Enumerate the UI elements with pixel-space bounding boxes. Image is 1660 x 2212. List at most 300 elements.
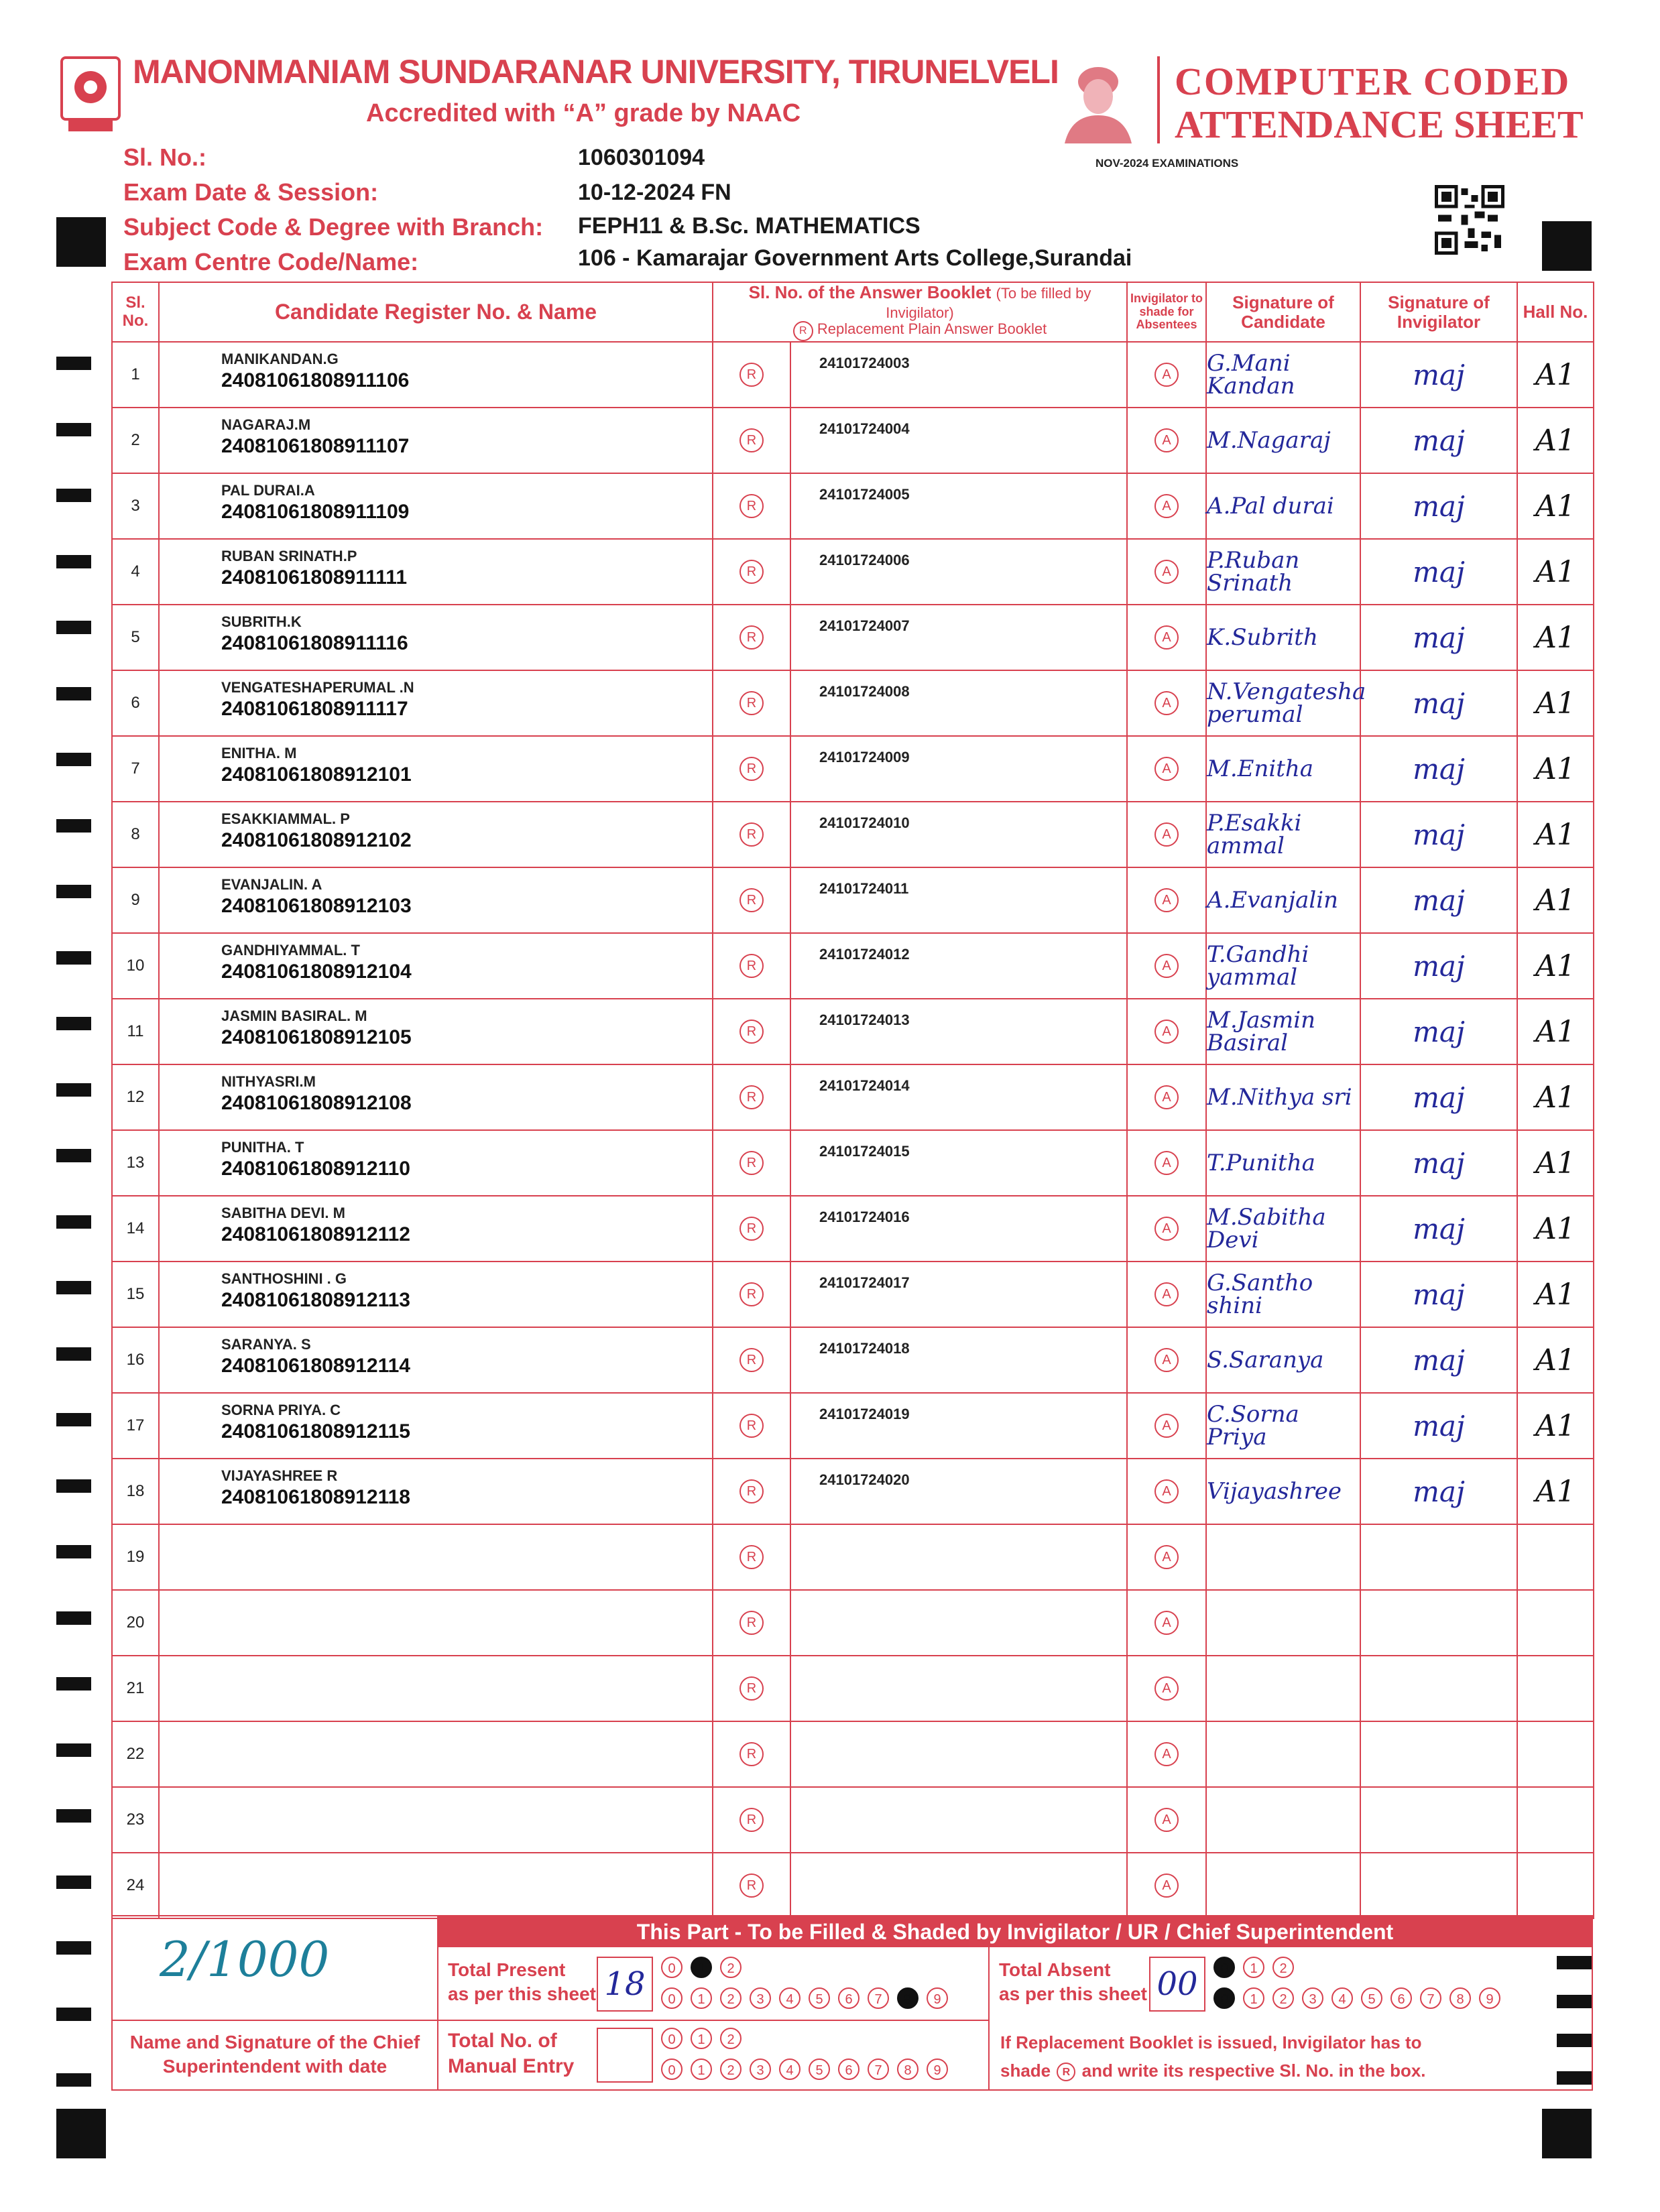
booklet-cell[interactable] (790, 999, 1127, 1064)
timing-mark (56, 1281, 91, 1294)
booklet-cell[interactable] (790, 670, 1127, 736)
register-number: 24081061808912115 (221, 1420, 410, 1443)
register-number: 24081061808912104 (221, 961, 412, 983)
absentee-bubble[interactable]: A (1154, 625, 1179, 650)
chief-signature: 2/1000 (160, 1931, 330, 1987)
row-serial: 13 (112, 1130, 159, 1196)
register-number: 24081061808912101 (221, 763, 412, 786)
absent-label-2: as per this sheet (999, 1983, 1147, 2004)
candidate-signature[interactable]: S.Saranya (1206, 1327, 1360, 1393)
table-row (112, 605, 1594, 670)
hall-number[interactable]: A1 (1517, 408, 1594, 473)
candidate-signature[interactable]: G.Mani Kandan (1206, 342, 1360, 408)
invigilator-signature[interactable] (1360, 1656, 1517, 1721)
booklet-cell[interactable] (790, 1393, 1127, 1459)
replacement-cell (713, 1196, 790, 1262)
invigilator-signature[interactable]: maj (1360, 1130, 1517, 1196)
booklet-number: 24101724015 (819, 1143, 910, 1160)
replacement-bubble[interactable]: R (739, 1085, 764, 1109)
absentee-bubble[interactable]: A (1154, 1085, 1179, 1109)
present-tens-bubble[interactable]: 0 (661, 1957, 683, 1978)
absentee-bubble[interactable]: A (1154, 1020, 1179, 1044)
booklet-cell[interactable] (790, 1656, 1127, 1721)
table-row (112, 867, 1594, 933)
absentee-cell (1127, 1196, 1206, 1262)
register-number: 24081061808912108 (221, 1092, 412, 1115)
title-divider (1157, 56, 1160, 143)
candidate-signature[interactable]: T.Punitha (1206, 1130, 1360, 1196)
table-row (112, 1196, 1594, 1262)
row-serial: 18 (112, 1459, 159, 1524)
booklet-cell[interactable] (790, 342, 1127, 408)
hall-number[interactable]: A1 (1517, 605, 1594, 670)
absent-units-bubble[interactable]: 2 (1272, 1987, 1294, 2009)
timing-mark (56, 1876, 91, 1889)
absentee-bubble[interactable]: A (1154, 1873, 1179, 1898)
replacement-cell (713, 736, 790, 802)
replacement-note-symbol: R (1057, 2063, 1075, 2081)
row-serial: 2 (112, 408, 159, 473)
register-number: 24081061808912114 (221, 1355, 410, 1377)
timing-mark (56, 2008, 91, 2021)
replacement-bubble[interactable]: R (739, 691, 764, 715)
replacement-bubble[interactable]: R (739, 1414, 764, 1438)
replacement-bubble[interactable]: R (739, 625, 764, 650)
booklet-number: 24101724020 (819, 1471, 910, 1489)
booklet-cell[interactable] (790, 1196, 1127, 1262)
absent-units-bubble[interactable]: 7 (1420, 1987, 1441, 2009)
manual-units-bubble[interactable]: 1 (691, 2059, 712, 2080)
absentee-bubble[interactable]: A (1154, 1217, 1179, 1241)
absentee-cell (1127, 1393, 1206, 1459)
timing-mark (56, 2073, 91, 2087)
table-row (112, 342, 1594, 408)
candidate-cell (159, 1656, 713, 1721)
absent-units-bubble[interactable]: 1 (1243, 1987, 1264, 2009)
replacement-bubble[interactable]: R (739, 494, 764, 518)
absent-units-bubble[interactable]: 0 (1213, 1987, 1235, 2009)
invigilator-signature[interactable]: maj (1360, 933, 1517, 999)
candidate-name: SANTHOSHINI . G (221, 1270, 347, 1288)
present-units-bubble[interactable]: 1 (691, 1987, 712, 2009)
invigilator-signature[interactable]: maj (1360, 999, 1517, 1064)
manual-tens-bubble[interactable]: 2 (720, 2028, 742, 2049)
booklet-cell[interactable] (790, 736, 1127, 802)
booklet-number: 24101724013 (819, 1011, 910, 1029)
invigilator-signature[interactable] (1360, 1721, 1517, 1787)
absentee-bubble[interactable]: A (1154, 494, 1179, 518)
register-number: 24081061808912102 (221, 829, 412, 852)
replacement-bubble[interactable]: R (739, 1217, 764, 1241)
booklet-number: 24101724016 (819, 1209, 910, 1226)
replacement-cell (713, 408, 790, 473)
candidate-signature[interactable]: M.Sabitha Devi (1206, 1196, 1360, 1262)
invigilator-signature[interactable]: maj (1360, 1262, 1517, 1327)
hall-number[interactable]: A1 (1517, 1064, 1594, 1130)
candidate-signature[interactable]: P.Esakki ammal (1206, 802, 1360, 867)
hall-number[interactable]: A1 (1517, 1459, 1594, 1524)
col-sig-invigilator: Signature of Invigilator (1360, 282, 1517, 342)
hall-number[interactable]: A1 (1517, 539, 1594, 605)
absentee-bubble[interactable]: A (1154, 1742, 1179, 1766)
manual-units-bubble[interactable]: 3 (750, 2059, 771, 2080)
register-number: 24081061808912113 (221, 1289, 410, 1312)
candidate-signature[interactable]: M.Nithya sri (1206, 1064, 1360, 1130)
hall-number[interactable]: A1 (1517, 1393, 1594, 1459)
hall-number[interactable]: A1 (1517, 933, 1594, 999)
candidate-signature[interactable]: M.Enitha (1206, 736, 1360, 802)
booklet-number: 24101724008 (819, 683, 910, 700)
manual-units-bubble[interactable]: 8 (897, 2059, 918, 2080)
absentee-cell (1127, 867, 1206, 933)
manual-units-bubble[interactable]: 5 (809, 2059, 830, 2080)
absentee-bubble[interactable]: A (1154, 1611, 1179, 1635)
manual-tens-bubble[interactable]: 0 (661, 2028, 683, 2049)
row-serial: 14 (112, 1196, 159, 1262)
hall-number[interactable]: A1 (1517, 736, 1594, 802)
invigilator-signature[interactable]: maj (1360, 539, 1517, 605)
hall-number[interactable]: A1 (1517, 999, 1594, 1064)
invigilator-signature[interactable] (1360, 1853, 1517, 1918)
row-serial: 9 (112, 867, 159, 933)
candidate-signature[interactable]: C.Sorna Priya (1206, 1393, 1360, 1459)
present-units-bubble[interactable]: 3 (750, 1987, 771, 2009)
candidate-cell (159, 1459, 713, 1524)
booklet-cell[interactable] (790, 1590, 1127, 1656)
replacement-bubble[interactable]: R (739, 1151, 764, 1175)
replacement-cell (713, 933, 790, 999)
timing-mark (56, 1149, 91, 1162)
absentee-cell (1127, 1064, 1206, 1130)
timing-mark (56, 951, 91, 965)
booklet-number: 24101724007 (819, 617, 910, 635)
invigilator-signature[interactable]: maj (1360, 1064, 1517, 1130)
present-units-bubble[interactable]: 6 (838, 1987, 859, 2009)
table-row (112, 1787, 1594, 1853)
exam-date-value: 10-12-2024 FN (578, 180, 731, 205)
invigilator-signature[interactable]: maj (1360, 1393, 1517, 1459)
booklet-number: 24101724018 (819, 1340, 910, 1357)
register-number: 24081061808912112 (221, 1223, 410, 1246)
candidate-signature[interactable]: G.Santho shini (1206, 1262, 1360, 1327)
hall-number[interactable]: A1 (1517, 802, 1594, 867)
absentee-bubble[interactable]: A (1154, 888, 1179, 912)
absentee-cell (1127, 999, 1206, 1064)
invigilator-signature[interactable]: maj (1360, 473, 1517, 539)
absentee-cell (1127, 408, 1206, 473)
col-booklet-title: Sl. No. of the Answer Booklet (748, 282, 992, 302)
candidate-signature[interactable]: N.Vengatesha perumal (1206, 670, 1360, 736)
candidate-cell (159, 999, 713, 1064)
sheet-title-line2: ATTENDANCE SHEET (1175, 103, 1584, 146)
booklet-cell[interactable] (790, 1787, 1127, 1853)
invigilator-signature[interactable]: maj (1360, 408, 1517, 473)
table-row (112, 933, 1594, 999)
col-sig-candidate: Signature of Candidate (1206, 282, 1360, 342)
hall-number[interactable]: A1 (1517, 670, 1594, 736)
hall-number[interactable] (1517, 1853, 1594, 1918)
present-units-bubble[interactable]: 4 (779, 1987, 801, 2009)
manual-units-bubble[interactable]: 4 (779, 2059, 801, 2080)
invigilator-signature[interactable] (1360, 1524, 1517, 1590)
corner-mark (56, 2109, 106, 2158)
replacement-bubble[interactable]: R (739, 888, 764, 912)
booklet-cell[interactable] (790, 1262, 1127, 1327)
booklet-cell[interactable] (790, 867, 1127, 933)
invigilator-signature[interactable]: maj (1360, 802, 1517, 867)
replacement-bubble[interactable]: R (739, 363, 764, 387)
absentee-cell (1127, 1262, 1206, 1327)
timing-mark (56, 357, 91, 370)
absent-units-bubble[interactable]: 3 (1302, 1987, 1323, 2009)
absent-units-bubble[interactable]: 4 (1331, 1987, 1353, 2009)
replacement-cell (713, 473, 790, 539)
absentee-bubble[interactable]: A (1154, 363, 1179, 387)
invigilator-signature[interactable]: maj (1360, 1327, 1517, 1393)
booklet-cell[interactable] (790, 1459, 1127, 1524)
candidate-signature[interactable]: P.Ruban Srinath (1206, 539, 1360, 605)
absentee-bubble[interactable]: A (1154, 560, 1179, 584)
absentee-cell (1127, 1459, 1206, 1524)
timing-mark (56, 1743, 91, 1757)
absentee-bubble[interactable]: A (1154, 757, 1179, 781)
booklet-cell[interactable] (790, 1853, 1127, 1918)
manual-units-bubble[interactable]: 6 (838, 2059, 859, 2080)
candidate-signature[interactable]: A.Evanjalin (1206, 867, 1360, 933)
hall-number[interactable] (1517, 1524, 1594, 1590)
replacement-cell (713, 1130, 790, 1196)
candidate-name: VENGATESHAPERUMAL .N (221, 679, 414, 696)
candidate-signature[interactable]: Vijayashree (1206, 1459, 1360, 1524)
replacement-bubble[interactable]: R (739, 1282, 764, 1306)
replacement-bubble[interactable]: R (739, 1348, 764, 1372)
absentee-cell (1127, 736, 1206, 802)
table-row (112, 802, 1594, 867)
present-units-bubble[interactable]: 0 (661, 1987, 683, 2009)
replacement-bubble[interactable]: R (739, 1611, 764, 1635)
absentee-bubble[interactable]: A (1154, 1808, 1179, 1832)
booklet-cell[interactable] (790, 1064, 1127, 1130)
present-units-bubble[interactable]: 7 (868, 1987, 889, 2009)
table-row (112, 1393, 1594, 1459)
absentee-bubble[interactable]: A (1154, 1479, 1179, 1503)
replacement-bubble[interactable]: R (739, 1020, 764, 1044)
candidate-signature[interactable] (1206, 1853, 1360, 1918)
hall-number[interactable] (1517, 1656, 1594, 1721)
present-label-2: as per this sheet (448, 1983, 596, 2004)
absent-units-bubble[interactable]: 5 (1361, 1987, 1382, 2009)
invigilator-signature[interactable]: maj (1360, 867, 1517, 933)
booklet-cell[interactable] (790, 605, 1127, 670)
invigilator-signature[interactable]: maj (1360, 670, 1517, 736)
replacement-bubble[interactable]: R (739, 1676, 764, 1701)
col-booklet-sub: Replacement Plain Answer Booklet (817, 320, 1047, 338)
booklet-cell[interactable] (790, 933, 1127, 999)
manual-units-bubble[interactable]: 7 (868, 2059, 889, 2080)
replacement-cell (713, 1853, 790, 1918)
absentee-bubble[interactable]: A (1154, 1545, 1179, 1569)
corner-mark (1542, 221, 1592, 271)
replacement-bubble[interactable]: R (739, 954, 764, 978)
candidate-cell (159, 1721, 713, 1787)
hall-number[interactable]: A1 (1517, 1130, 1594, 1196)
absentee-cell (1127, 1524, 1206, 1590)
row-serial: 4 (112, 539, 159, 605)
absent-tens-bubble[interactable]: 2 (1272, 1957, 1294, 1978)
absentee-bubble[interactable]: A (1154, 1348, 1179, 1372)
candidate-cell (159, 1262, 713, 1327)
candidate-signature[interactable]: M.Nagaraj (1206, 408, 1360, 473)
present-tens-bubble[interactable]: 1 (691, 1957, 712, 1978)
hall-number[interactable] (1517, 1721, 1594, 1787)
absentee-bubble[interactable]: A (1154, 1676, 1179, 1701)
replacement-cell (713, 539, 790, 605)
manual-tens-bubble[interactable]: 1 (691, 2028, 712, 2049)
sheet-title-line1: COMPUTER CODED (1175, 60, 1571, 103)
candidate-cell (159, 408, 713, 473)
manual-label-2: Manual Entry (448, 2055, 575, 2077)
register-number: 24081061808912118 (221, 1486, 410, 1509)
hall-number[interactable]: A1 (1517, 1262, 1594, 1327)
row-serial: 24 (112, 1853, 159, 1918)
absentee-cell (1127, 473, 1206, 539)
manual-total-box[interactable] (597, 2028, 653, 2083)
hall-number[interactable]: A1 (1517, 1196, 1594, 1262)
manual-units-bubble[interactable]: 2 (720, 2059, 742, 2080)
invigilator-signature[interactable]: maj (1360, 342, 1517, 408)
replacement-bubble[interactable]: R (739, 822, 764, 847)
chief-label: Name and Signature of the Chief Superintendent with date (129, 2032, 420, 2077)
present-tens-bubbles (661, 1957, 750, 1978)
booklet-cell[interactable] (790, 1130, 1127, 1196)
replacement-cell (713, 1721, 790, 1787)
booklet-cell[interactable] (790, 1524, 1127, 1590)
candidate-signature[interactable] (1206, 1721, 1360, 1787)
absentee-bubble[interactable]: A (1154, 822, 1179, 847)
present-units-bubble[interactable]: 2 (720, 1987, 742, 2009)
absent-total-box[interactable]: 00 (1149, 1957, 1205, 2012)
absent-units-bubble[interactable]: 6 (1390, 1987, 1412, 2009)
present-units-bubble[interactable]: 8 (897, 1987, 918, 2009)
col-sl: Sl. No. (112, 282, 159, 342)
candidate-name: ENITHA. M (221, 745, 297, 762)
timing-mark (56, 687, 91, 700)
booklet-cell[interactable] (790, 473, 1127, 539)
invigilator-signature[interactable] (1360, 1787, 1517, 1853)
candidate-signature[interactable]: M.Jasmin Basiral (1206, 999, 1360, 1064)
absentee-bubble[interactable]: A (1154, 428, 1179, 452)
portrait-icon (1058, 56, 1138, 143)
register-number: 24081061808911106 (221, 369, 410, 392)
absentee-bubble[interactable]: A (1154, 954, 1179, 978)
replacement-bubble[interactable]: R (739, 1808, 764, 1832)
hall-number[interactable] (1517, 1787, 1594, 1853)
absent-units-bubble[interactable]: 8 (1449, 1987, 1471, 2009)
absentee-cell (1127, 605, 1206, 670)
timing-mark (56, 621, 91, 634)
replacement-bubble[interactable]: R (739, 428, 764, 452)
replacement-bubble[interactable]: R (739, 560, 764, 584)
absent-tens-bubble[interactable]: 1 (1243, 1957, 1264, 1978)
hall-number[interactable]: A1 (1517, 1327, 1594, 1393)
present-units-bubble[interactable]: 9 (927, 1987, 948, 2009)
present-total-box[interactable]: 18 (597, 1957, 653, 2012)
invigilator-signature[interactable] (1360, 1590, 1517, 1656)
hall-number[interactable]: A1 (1517, 342, 1594, 408)
table-row (112, 1524, 1594, 1590)
booklet-number: 24101724011 (819, 880, 909, 898)
timing-mark (56, 1809, 91, 1823)
candidate-signature[interactable] (1206, 1787, 1360, 1853)
row-serial: 20 (112, 1590, 159, 1656)
candidate-signature[interactable] (1206, 1656, 1360, 1721)
absent-units-bubble[interactable]: 9 (1479, 1987, 1500, 2009)
absentee-bubble[interactable]: A (1154, 691, 1179, 715)
absentee-cell (1127, 670, 1206, 736)
invigilator-signature[interactable]: maj (1360, 1196, 1517, 1262)
candidate-name: RUBAN SRINATH.P (221, 548, 357, 565)
register-number: 24081061808911107 (221, 435, 410, 458)
timing-mark (56, 753, 91, 766)
absentee-bubble[interactable]: A (1154, 1151, 1179, 1175)
absentee-cell (1127, 539, 1206, 605)
manual-units-bubble[interactable]: 0 (661, 2059, 683, 2080)
table-row (112, 1656, 1594, 1721)
absentee-bubble[interactable]: A (1154, 1282, 1179, 1306)
absentee-bubble[interactable]: A (1154, 1414, 1179, 1438)
hall-number[interactable]: A1 (1517, 867, 1594, 933)
replacement-bubble[interactable]: R (739, 1873, 764, 1898)
replacement-bubble[interactable]: R (739, 1479, 764, 1503)
university-name: MANONMANIAM SUNDARANAR UNIVERSITY, TIRUNELVELI (133, 53, 1059, 90)
invigilator-signature[interactable]: maj (1360, 736, 1517, 802)
candidate-signature[interactable]: A.Pal durai (1206, 473, 1360, 539)
absent-tens-bubble[interactable]: 0 (1213, 1957, 1235, 1978)
replacement-cell (713, 1787, 790, 1853)
invigilator-signature[interactable]: maj (1360, 605, 1517, 670)
invigilator-signature[interactable]: maj (1360, 1459, 1517, 1524)
present-tens-bubble[interactable]: 2 (720, 1957, 742, 1978)
absentee-cell (1127, 342, 1206, 408)
booklet-cell[interactable] (790, 1327, 1127, 1393)
replacement-bubble[interactable]: R (739, 757, 764, 781)
candidate-signature[interactable]: T.Gandhi yammal (1206, 933, 1360, 999)
candidate-name: JASMIN BASIRAL. M (221, 1007, 367, 1025)
booklet-cell[interactable] (790, 408, 1127, 473)
replacement-bubble[interactable]: R (739, 1742, 764, 1766)
manual-units-bubbles (661, 2059, 956, 2080)
timing-mark (56, 1677, 91, 1691)
booklet-cell[interactable] (790, 1721, 1127, 1787)
absentee-cell (1127, 802, 1206, 867)
booklet-cell[interactable] (790, 802, 1127, 867)
exam-session: NOV-2024 EXAMINATIONS (1095, 157, 1239, 170)
candidate-signature[interactable]: K.Subrith (1206, 605, 1360, 670)
table-row (112, 1327, 1594, 1393)
present-units-bubble[interactable]: 5 (809, 1987, 830, 2009)
timing-mark (56, 555, 91, 568)
hall-number[interactable] (1517, 1590, 1594, 1656)
table-row (112, 736, 1594, 802)
candidate-signature[interactable] (1206, 1524, 1360, 1590)
booklet-cell[interactable] (790, 539, 1127, 605)
manual-units-bubble[interactable]: 9 (927, 2059, 948, 2080)
candidate-name: SABITHA DEVI. M (221, 1205, 345, 1222)
corner-mark (1542, 2109, 1592, 2158)
replacement-bubble[interactable]: R (739, 1545, 764, 1569)
hall-number[interactable]: A1 (1517, 473, 1594, 539)
candidate-signature[interactable] (1206, 1590, 1360, 1656)
